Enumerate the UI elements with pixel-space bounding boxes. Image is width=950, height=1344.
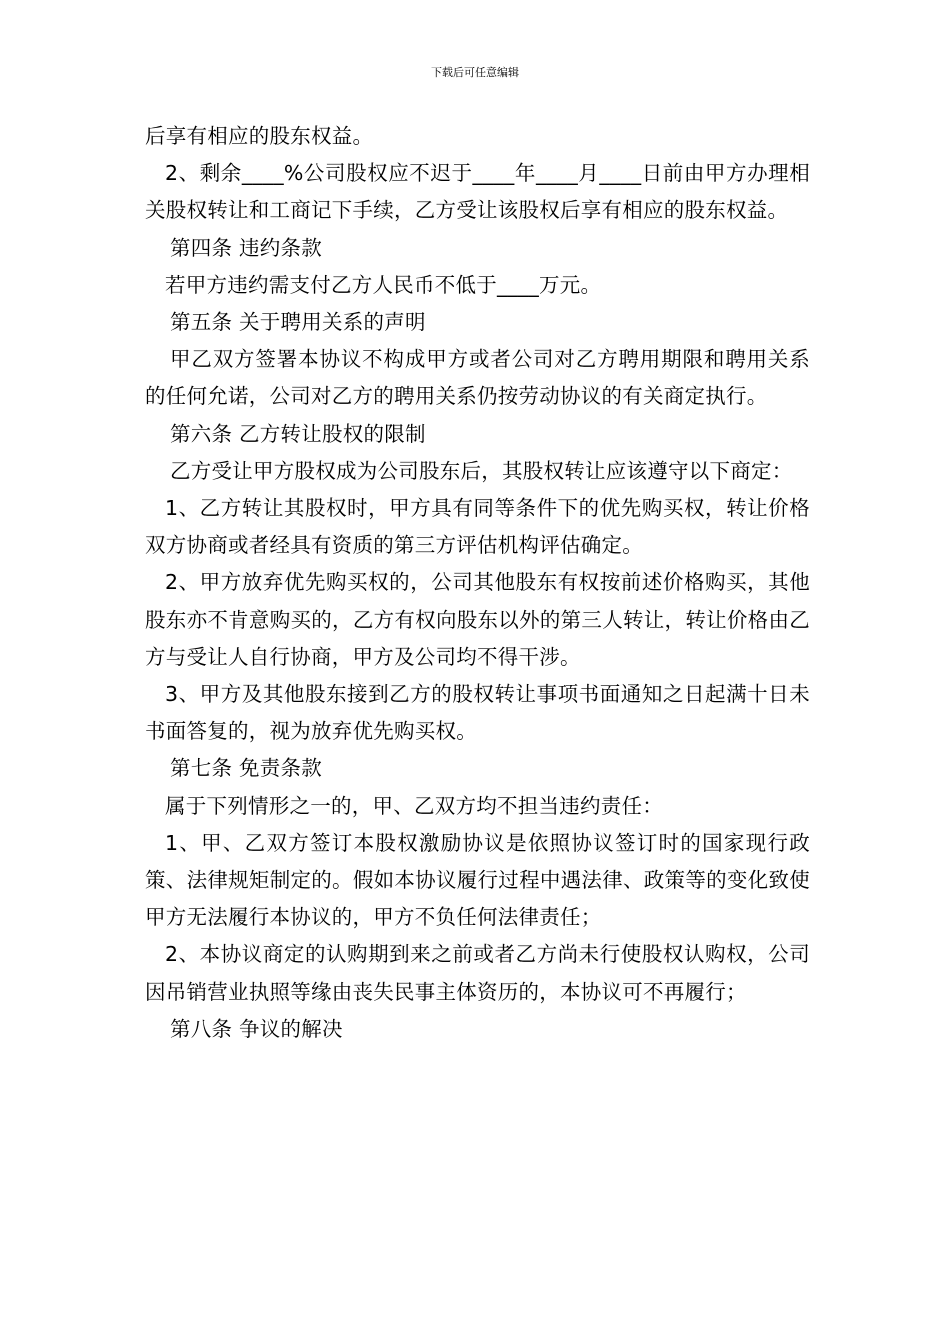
- paragraph-clause-2: 2、剩余____%公司股权应不迟于____年____月____日前由甲方办理相关股权转让和工商记下手续，乙方受让该股权后享有相应的股东权益。: [145, 161, 810, 223]
- paragraph-exemption-intro: 属于下列情形之一的，甲、乙双方均不担当违约责任：: [165, 793, 663, 818]
- article-8-heading: 第八条 争议的解决: [170, 1016, 343, 1041]
- paragraph-employment: 甲乙双方签署本协议不构成甲方或者公司对乙方聘用期限和聘用关系的任何允诺，公司对乙方的聘用关系仍按劳动协议的有关商定执行。: [145, 347, 810, 409]
- paragraph-transfer-intro: 乙方受让甲方股权成为公司股东后，其股权转让应该遵守以下商定：: [170, 458, 793, 483]
- paragraph-continuation: 后享有相应的股东权益。: [145, 124, 374, 148]
- paragraph-exemption-2: 2、本协议商定的认购期到来之前或者乙方尚未行使股权认购权，公司因吊销营业执照等缘由丧失民事主体资历的，本协议可不再履行；: [145, 942, 810, 1004]
- article-7-heading: 第七条 免责条款: [170, 756, 323, 781]
- article-6-heading: 第六条 乙方转让股权的限制: [170, 421, 426, 446]
- paragraph-transfer-2: 2、甲方放弃优先购买权的，公司其他股东有权按前述价格购买，其他股东亦不肯意购买的，乙方有权向股东以外的第三人转让，转让价格由乙方与受让人自行协商，甲方及公司均不得干涉。: [145, 570, 810, 669]
- paragraph-exemption-1: 1、甲、乙双方签订本股权激励协议是依照协议签订时的国家现行政策、法律规矩制定的。假如本协议履行过程中遇法律、政策等的变化致使甲方无法履行本协议的，甲方不负任何法律责任；: [145, 830, 810, 930]
- paragraph-transfer-3: 3、甲方及其他股东接到乙方的股权转让事项书面通知之日起满十日未书面答复的，视为放弃优先购买权。: [145, 682, 810, 744]
- article-5-heading: 第五条 关于聘用关系的声明: [170, 310, 426, 335]
- paragraph-breach: 若甲方违约需支付乙方人民币不低于____万元。: [165, 272, 602, 297]
- document-body: [145, 118, 810, 1048]
- paragraph-transfer-1: 1、乙方转让其股权时，甲方具有同等条件下的优先购买权，转让价格双方协商或者经具有资质的第三方评估机构评估确定。: [145, 496, 810, 558]
- page-header: 下载后可任意编辑: [431, 66, 519, 79]
- article-4-heading: 第四条 违约条款: [170, 235, 323, 260]
